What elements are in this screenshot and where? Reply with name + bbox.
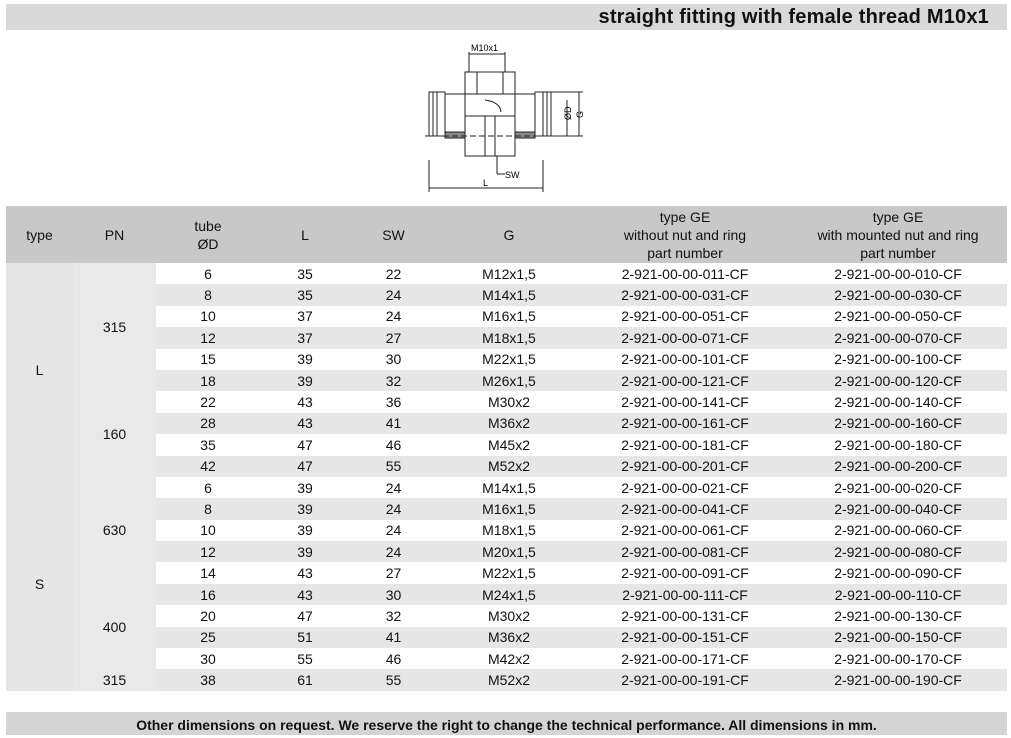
cell-part-number-ge: 2-921-00-00-151-CF [581, 627, 789, 648]
cell-sw: 24 [350, 498, 437, 519]
pn-cell-630: 630 [73, 477, 156, 584]
table-header [6, 206, 1007, 263]
cell-sw: 55 [350, 456, 437, 477]
cell-tube-od: 38 [156, 669, 260, 690]
cell-sw: 41 [350, 627, 437, 648]
cell-g: M30x2 [487, 394, 531, 411]
cell-part-number-ge-nut: 2-921-00-00-120-CF [789, 370, 1007, 391]
cell-part-number-ge-nut: 2-921-00-00-090-CF [834, 565, 962, 582]
cell-part-number-ge: 2-921-00-00-111-CF [581, 584, 789, 605]
cell-sw: 32 [385, 607, 402, 624]
cell-l: 39 [297, 351, 313, 368]
cell-part-number-ge: 2-921-00-00-161-CF [581, 413, 789, 434]
cell-part-number-ge: 2-921-00-00-141-CF [621, 394, 749, 411]
cell-part-number-ge-nut: 2-921-00-00-130-CF [834, 607, 962, 624]
cell-sw: 24 [385, 522, 402, 539]
cell-part-number-ge: 2-921-00-00-191-CF [581, 669, 789, 690]
cell-part-number-ge-nut: 2-921-00-00-200-CF [789, 456, 1007, 477]
cell-part-number-ge: 2-921-00-00-071-CF [581, 327, 789, 348]
cell-sw: 36 [385, 394, 402, 411]
cell-part-number-ge-nut: 2-921-00-00-190-CF [789, 669, 1007, 690]
cell-part-number-ge-nut: 2-921-00-00-180-CF [834, 436, 962, 453]
drawing-g-label: G [575, 110, 585, 118]
cell-tube-od: 35 [200, 436, 216, 453]
cell-sw: 22 [385, 265, 402, 282]
cell-tube-od: 12 [156, 327, 260, 348]
cell-part-number-ge: 2-921-00-00-091-CF [621, 565, 749, 582]
cell-l: 39 [260, 541, 350, 562]
cell-part-number-ge: 2-921-00-00-051-CF [621, 308, 749, 325]
spec-table [6, 206, 1007, 691]
cell-part-number-ge-nut: 2-921-00-00-040-CF [789, 498, 1007, 519]
cell-part-number-ge-nut: 2-921-00-00-030-CF [789, 284, 1007, 305]
cell-g: M12x1,5 [482, 265, 536, 282]
cell-l: 47 [260, 456, 350, 477]
header-sw: SW [350, 206, 437, 263]
cell-l: 43 [260, 584, 350, 605]
pn-cell-160: 160 [73, 391, 156, 477]
cell-tube-od: 15 [200, 351, 216, 368]
cell-sw: 55 [350, 669, 437, 690]
cell-tube-od: 25 [156, 627, 260, 648]
cell-tube-od: 22 [200, 394, 216, 411]
cell-part-number-ge-nut: 2-921-00-00-110-CF [789, 584, 1007, 605]
cell-part-number-ge-nut: 2-921-00-00-060-CF [834, 522, 962, 539]
cell-part-number-ge: 2-921-00-00-101-CF [621, 351, 749, 368]
cell-part-number-ge: 2-921-00-00-121-CF [581, 370, 789, 391]
header-l: L [260, 206, 350, 263]
cell-g: M52x2 [437, 669, 581, 690]
cell-sw: 27 [385, 565, 402, 582]
cell-l: 37 [260, 327, 350, 348]
cell-l: 51 [260, 627, 350, 648]
cell-l: 39 [297, 522, 313, 539]
cell-g: M52x2 [437, 456, 581, 477]
cell-g: M36x2 [437, 627, 581, 648]
cell-l: 39 [260, 498, 350, 519]
cell-tube-od: 8 [156, 284, 260, 305]
table-row [6, 562, 1007, 583]
cell-l: 47 [297, 607, 313, 624]
cell-sw: 27 [350, 327, 437, 348]
cell-g: M30x2 [487, 607, 531, 624]
cell-l: 43 [260, 413, 350, 434]
pn-cell-315: 315 [73, 263, 156, 391]
cell-tube-od: 18 [156, 370, 260, 391]
header-ge-without-nut: type GE without nut and ring part number [581, 206, 789, 263]
cell-tube-od: 12 [156, 541, 260, 562]
cell-l: 39 [260, 370, 350, 391]
cell-g: M26x1,5 [437, 370, 581, 391]
page-title: straight fitting with female thread M10x1 [598, 6, 989, 28]
cell-part-number-ge-nut: 2-921-00-00-010-CF [834, 265, 962, 282]
cell-tube-od: 14 [200, 565, 216, 582]
cell-g: M18x1,5 [482, 522, 536, 539]
title-bar [6, 4, 1007, 30]
cell-sw: 32 [350, 370, 437, 391]
cell-g: M16x1,5 [437, 498, 581, 519]
cell-tube-od: 6 [204, 265, 212, 282]
footer-note: Other dimensions on request. We reserve the right to change the technical performance. All dimensions in mm. [6, 712, 1007, 735]
cell-part-number-ge-nut: 2-921-00-00-140-CF [834, 394, 962, 411]
cell-g: M22x1,5 [482, 351, 536, 368]
fitting-drawing [405, 40, 605, 200]
cell-sw: 30 [350, 584, 437, 605]
cell-tube-od: 16 [156, 584, 260, 605]
cell-tube-od: 20 [200, 607, 216, 624]
header-type: type [6, 206, 73, 263]
cell-g: M42x2 [487, 650, 531, 667]
cell-tube-od: 6 [204, 479, 212, 496]
cell-part-number-ge-nut: 2-921-00-00-050-CF [834, 308, 962, 325]
cell-l: 61 [260, 669, 350, 690]
cell-sw: 30 [385, 351, 402, 368]
cell-part-number-ge: 2-921-00-00-021-CF [621, 479, 749, 496]
cell-part-number-ge-nut: 2-921-00-00-020-CF [834, 479, 962, 496]
table-row [6, 456, 1007, 477]
table-row [6, 541, 1007, 562]
cell-part-number-ge-nut: 2-921-00-00-170-CF [834, 650, 962, 667]
cell-g: M36x2 [437, 413, 581, 434]
cell-sw: 24 [385, 308, 402, 325]
cell-l: 35 [260, 284, 350, 305]
table-row [6, 605, 1007, 626]
cell-sw: 41 [350, 413, 437, 434]
cell-l: 55 [297, 650, 313, 667]
table-row [6, 370, 1007, 391]
pn-cell-315-s: 315 [73, 669, 156, 690]
cell-sw: 24 [350, 541, 437, 562]
cell-l: 43 [297, 394, 313, 411]
cell-part-number-ge: 2-921-00-00-081-CF [581, 541, 789, 562]
cell-part-number-ge-nut: 2-921-00-00-080-CF [789, 541, 1007, 562]
cell-sw: 46 [385, 650, 402, 667]
type-cell-l: L [6, 263, 73, 477]
table-row [6, 520, 1007, 541]
table-row [6, 627, 1007, 648]
cell-sw: 24 [385, 479, 402, 496]
cell-g: M18x1,5 [437, 327, 581, 348]
cell-g: M22x1,5 [482, 565, 536, 582]
cell-g: M45x2 [487, 436, 531, 453]
cell-l: 39 [297, 479, 313, 496]
table-row [6, 391, 1007, 412]
cell-sw: 24 [350, 284, 437, 305]
cell-tube-od: 8 [156, 498, 260, 519]
cell-part-number-ge-nut: 2-921-00-00-100-CF [834, 351, 962, 368]
table-row [6, 669, 1007, 690]
cell-part-number-ge: 2-921-00-00-031-CF [581, 284, 789, 305]
drawing-d-label: ØD [563, 106, 573, 120]
cell-tube-od: 28 [156, 413, 260, 434]
cell-l: 43 [297, 565, 313, 582]
table-row [6, 349, 1007, 370]
drawing-thread-label: M10x1 [471, 43, 499, 53]
cell-l: 35 [297, 265, 313, 282]
table-row [6, 284, 1007, 305]
pn-cell-400: 400 [73, 584, 156, 670]
table-row [6, 648, 1007, 669]
cell-l: 47 [297, 436, 313, 453]
table-row [6, 327, 1007, 348]
header-pn: PN [73, 206, 156, 263]
table-row [6, 263, 1007, 284]
table-row [6, 477, 1007, 498]
cell-g: M20x1,5 [437, 541, 581, 562]
cell-g: M16x1,5 [482, 308, 536, 325]
cell-g: M14x1,5 [482, 479, 536, 496]
cell-part-number-ge-nut: 2-921-00-00-150-CF [789, 627, 1007, 648]
cell-g: M24x1,5 [437, 584, 581, 605]
table-row [6, 434, 1007, 455]
drawing-l-label: L [483, 178, 489, 188]
table-row [6, 498, 1007, 519]
header-tube: tube ØD [156, 206, 260, 263]
header-g: G [437, 206, 581, 263]
cell-part-number-ge: 2-921-00-00-131-CF [621, 607, 749, 624]
cell-part-number-ge: 2-921-00-00-041-CF [581, 498, 789, 519]
cell-l: 37 [297, 308, 313, 325]
table-row [6, 413, 1007, 434]
cell-tube-od: 10 [200, 522, 216, 539]
cell-part-number-ge: 2-921-00-00-181-CF [621, 436, 749, 453]
header-ge-with-nut: type GE with mounted nut and ring part number [789, 206, 1007, 263]
type-cell-s: S [6, 477, 73, 691]
cell-part-number-ge: 2-921-00-00-011-CF [621, 265, 749, 282]
cell-g: M14x1,5 [437, 284, 581, 305]
cell-part-number-ge-nut: 2-921-00-00-070-CF [789, 327, 1007, 348]
cell-tube-od: 42 [156, 456, 260, 477]
table-row [6, 306, 1007, 327]
cell-part-number-ge: 2-921-00-00-061-CF [621, 522, 749, 539]
cell-tube-od: 30 [200, 650, 216, 667]
cell-part-number-ge: 2-921-00-00-171-CF [621, 650, 749, 667]
drawing-sw-label: SW [505, 170, 520, 180]
cell-sw: 46 [385, 436, 402, 453]
cell-part-number-ge: 2-921-00-00-201-CF [581, 456, 789, 477]
table-row [6, 584, 1007, 605]
cell-part-number-ge-nut: 2-921-00-00-160-CF [789, 413, 1007, 434]
cell-tube-od: 10 [200, 308, 216, 325]
